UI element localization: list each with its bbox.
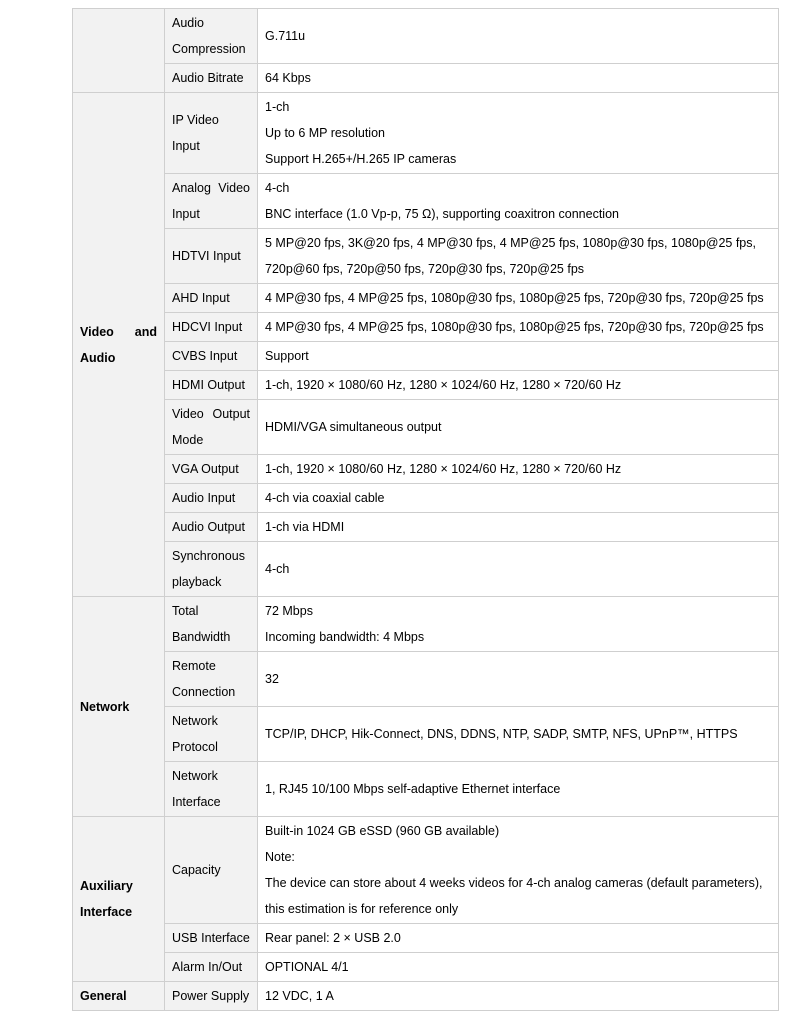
spec-row — [73, 707, 779, 762]
spec-row — [73, 455, 779, 484]
category-cell: Video and Audio — [73, 93, 165, 597]
spec-row — [73, 400, 779, 455]
category-cell: General — [73, 982, 165, 1011]
field-value: 4-ch via coaxial cable — [258, 484, 779, 513]
field-value: 4 MP@30 fps, 4 MP@25 fps, 1080p@30 fps, 1080p@25 fps, 720p@30 fps, 720p@25 fps — [258, 313, 779, 342]
field-value: 5 MP@20 fps, 3K@20 fps, 4 MP@30 fps, 4 MP@25 fps, 1080p@30 fps, 1080p@25 fps, 720p@60 fps, 720p@50 fps, 720p@30 fps, 720p@25 fps — [258, 229, 779, 284]
field-label: Power Supply — [165, 982, 258, 1011]
field-label: HDCVI Input — [165, 313, 258, 342]
field-label: Video Output Mode — [165, 400, 258, 455]
spec-row — [73, 762, 779, 817]
field-label: Network Protocol — [165, 707, 258, 762]
spec-row — [73, 513, 779, 542]
spec-row — [73, 64, 779, 93]
field-value: 1-ch, 1920 × 1080/60 Hz, 1280 × 1024/60 Hz, 1280 × 720/60 Hz — [258, 455, 779, 484]
spec-row — [73, 484, 779, 513]
spec-row — [73, 371, 779, 400]
field-value: 64 Kbps — [258, 64, 779, 93]
field-value: 1-ch, 1920 × 1080/60 Hz, 1280 × 1024/60 Hz, 1280 × 720/60 Hz — [258, 371, 779, 400]
field-value: OPTIONAL 4/1 — [258, 953, 779, 982]
field-value: Rear panel: 2 × USB 2.0 — [258, 924, 779, 953]
field-value: 72 Mbps Incoming bandwidth: 4 Mbps — [258, 597, 779, 652]
field-label: CVBS Input — [165, 342, 258, 371]
field-value: 1, RJ45 10/100 Mbps self-adaptive Ethernet interface — [258, 762, 779, 817]
spec-row — [73, 924, 779, 953]
category-cell: Auxiliary Interface — [73, 817, 165, 982]
category-cell — [73, 9, 165, 93]
field-value: 12 VDC, 1 A — [258, 982, 779, 1011]
spec-row — [73, 313, 779, 342]
field-label: Audio Output — [165, 513, 258, 542]
spec-row — [73, 597, 779, 652]
spec-row — [73, 953, 779, 982]
field-value: 1-ch via HDMI — [258, 513, 779, 542]
field-label: Audio Compression — [165, 9, 258, 64]
field-label: HDTVI Input — [165, 229, 258, 284]
field-value: 32 — [258, 652, 779, 707]
field-label: Alarm In/Out — [165, 953, 258, 982]
field-value: Built-in 1024 GB eSSD (960 GB available) Note: The device can store about 4 weeks videos for 4-ch analog cameras (default parameters), this estimation is for reference only — [258, 817, 779, 924]
field-label: Network Interface — [165, 762, 258, 817]
field-value: TCP/IP, DHCP, Hik-Connect, DNS, DDNS, NTP, SADP, SMTP, NFS, UPnP™, HTTPS — [258, 707, 779, 762]
field-label: VGA Output — [165, 455, 258, 484]
field-label: HDMI Output — [165, 371, 258, 400]
spec-table — [72, 8, 779, 1011]
field-value: 4-ch — [258, 542, 779, 597]
field-label: Audio Bitrate — [165, 64, 258, 93]
field-label: Audio Input — [165, 484, 258, 513]
spec-row — [73, 229, 779, 284]
spec-row — [73, 342, 779, 371]
field-label: Remote Connection — [165, 652, 258, 707]
field-label: Total Bandwidth — [165, 597, 258, 652]
field-value: G.711u — [258, 9, 779, 64]
spec-row — [73, 284, 779, 313]
field-label: AHD Input — [165, 284, 258, 313]
field-label: Analog Video Input — [165, 174, 258, 229]
spec-row — [73, 542, 779, 597]
spec-row — [73, 174, 779, 229]
spec-row — [73, 93, 779, 174]
spec-row — [73, 982, 779, 1011]
field-value: HDMI/VGA simultaneous output — [258, 400, 779, 455]
field-value: 4 MP@30 fps, 4 MP@25 fps, 1080p@30 fps, 1080p@25 fps, 720p@30 fps, 720p@25 fps — [258, 284, 779, 313]
field-label: Synchronous playback — [165, 542, 258, 597]
category-cell: Network — [73, 597, 165, 817]
field-value: Support — [258, 342, 779, 371]
field-label: Capacity — [165, 817, 258, 924]
field-label: IP Video Input — [165, 93, 258, 174]
field-value: 1-ch Up to 6 MP resolution Support H.265+/H.265 IP cameras — [258, 93, 779, 174]
field-value: 4-ch BNC interface (1.0 Vp-p, 75 Ω), supporting coaxitron connection — [258, 174, 779, 229]
spec-row — [73, 652, 779, 707]
spec-row — [73, 817, 779, 924]
spec-row — [73, 9, 779, 64]
field-label: USB Interface — [165, 924, 258, 953]
